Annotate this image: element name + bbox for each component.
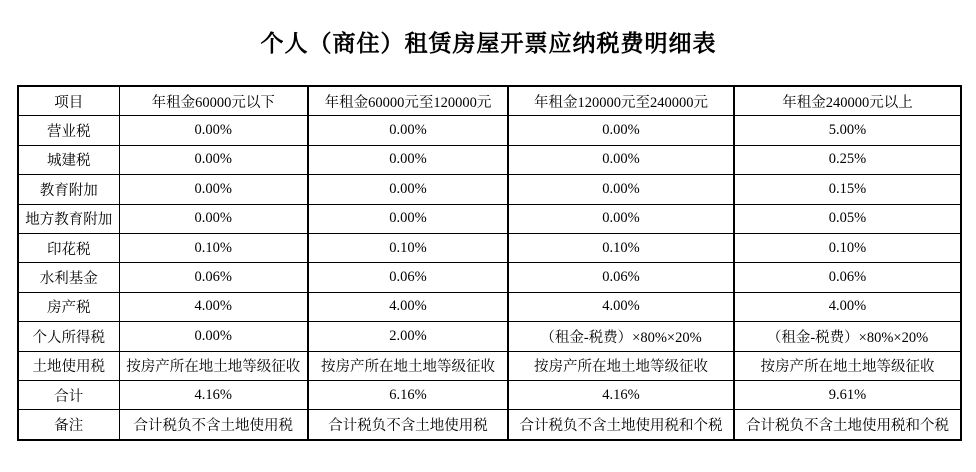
table-cell: 4.00% xyxy=(734,292,961,321)
table-cell: 合计税负不含土地使用税和个税 xyxy=(508,410,734,440)
table-cell: 0.06% xyxy=(119,263,308,292)
row-label: 房产税 xyxy=(18,292,119,321)
table-row xyxy=(18,322,961,351)
table-cell: 0.00% xyxy=(508,116,734,145)
table-body xyxy=(18,116,961,440)
table-cell: 0.10% xyxy=(734,233,961,262)
column-header-item: 项目 xyxy=(18,86,119,116)
table-cell: 0.00% xyxy=(508,204,734,233)
table-cell: 0.00% xyxy=(119,145,308,174)
table-row xyxy=(18,145,961,174)
table-row xyxy=(18,204,961,233)
table-row xyxy=(18,351,961,380)
table-cell: 4.16% xyxy=(508,380,734,409)
column-header-bracket-2: 年租金60000元至120000元 xyxy=(308,86,508,116)
table-cell: 9.61% xyxy=(734,380,961,409)
table-cell: 按房产所在地土地等级征收 xyxy=(308,351,508,380)
table-cell: 0.00% xyxy=(308,204,508,233)
row-label: 营业税 xyxy=(18,116,119,145)
table-cell: 0.10% xyxy=(508,233,734,262)
row-label: 个人所得税 xyxy=(18,322,119,351)
table-cell: 合计税负不含土地使用税和个税 xyxy=(734,410,961,440)
column-header-bracket-3: 年租金120000元至240000元 xyxy=(508,86,734,116)
table-cell: （租金-税费）×80%×20% xyxy=(508,322,734,351)
table-cell: 0.00% xyxy=(508,145,734,174)
table-cell: 合计税负不含土地使用税 xyxy=(119,410,308,440)
table-header-row xyxy=(18,86,961,116)
table-cell: 0.00% xyxy=(508,175,734,204)
table-cell: 4.00% xyxy=(119,292,308,321)
table-cell: 0.00% xyxy=(119,204,308,233)
table-cell: 0.06% xyxy=(734,263,961,292)
row-label: 水利基金 xyxy=(18,263,119,292)
table-cell: 按房产所在地土地等级征收 xyxy=(734,351,961,380)
tax-detail-table xyxy=(17,85,962,441)
table-cell: 0.25% xyxy=(734,145,961,174)
table-cell: 6.16% xyxy=(308,380,508,409)
table-cell: 0.00% xyxy=(119,322,308,351)
row-label: 地方教育附加 xyxy=(18,204,119,233)
row-label: 土地使用税 xyxy=(18,351,119,380)
table-cell: 0.00% xyxy=(308,116,508,145)
table-cell: 0.10% xyxy=(119,233,308,262)
row-label: 城建税 xyxy=(18,145,119,174)
table-cell: 2.00% xyxy=(308,322,508,351)
table-row xyxy=(18,175,961,204)
table-cell: 0.06% xyxy=(508,263,734,292)
table-cell: 0.06% xyxy=(308,263,508,292)
row-label: 印花税 xyxy=(18,233,119,262)
table-cell: 0.15% xyxy=(734,175,961,204)
table-cell: 0.10% xyxy=(308,233,508,262)
column-header-bracket-1: 年租金60000元以下 xyxy=(119,86,308,116)
page-title: 个人（商住）租赁房屋开票应纳税费明细表 xyxy=(260,30,717,56)
table-cell: 4.00% xyxy=(508,292,734,321)
table-row xyxy=(18,292,961,321)
row-label: 备注 xyxy=(18,410,119,440)
column-header-bracket-4: 年租金240000元以上 xyxy=(734,86,961,116)
table-cell: 0.00% xyxy=(308,145,508,174)
table-cell: （租金-税费）×80%×20% xyxy=(734,322,961,351)
table-cell: 0.00% xyxy=(119,175,308,204)
table-cell: 5.00% xyxy=(734,116,961,145)
table-cell: 0.05% xyxy=(734,204,961,233)
table-cell: 0.00% xyxy=(119,116,308,145)
table-cell: 4.00% xyxy=(308,292,508,321)
table-cell: 0.00% xyxy=(308,175,508,204)
table-row xyxy=(18,410,961,440)
table-row xyxy=(18,263,961,292)
table-row xyxy=(18,380,961,409)
table-cell: 合计税负不含土地使用税 xyxy=(308,410,508,440)
table-row xyxy=(18,233,961,262)
table-cell: 4.16% xyxy=(119,380,308,409)
table-cell: 按房产所在地土地等级征收 xyxy=(508,351,734,380)
table-cell: 按房产所在地土地等级征收 xyxy=(119,351,308,380)
row-label: 教育附加 xyxy=(18,175,119,204)
table-row xyxy=(18,116,961,145)
row-label: 合计 xyxy=(18,380,119,409)
